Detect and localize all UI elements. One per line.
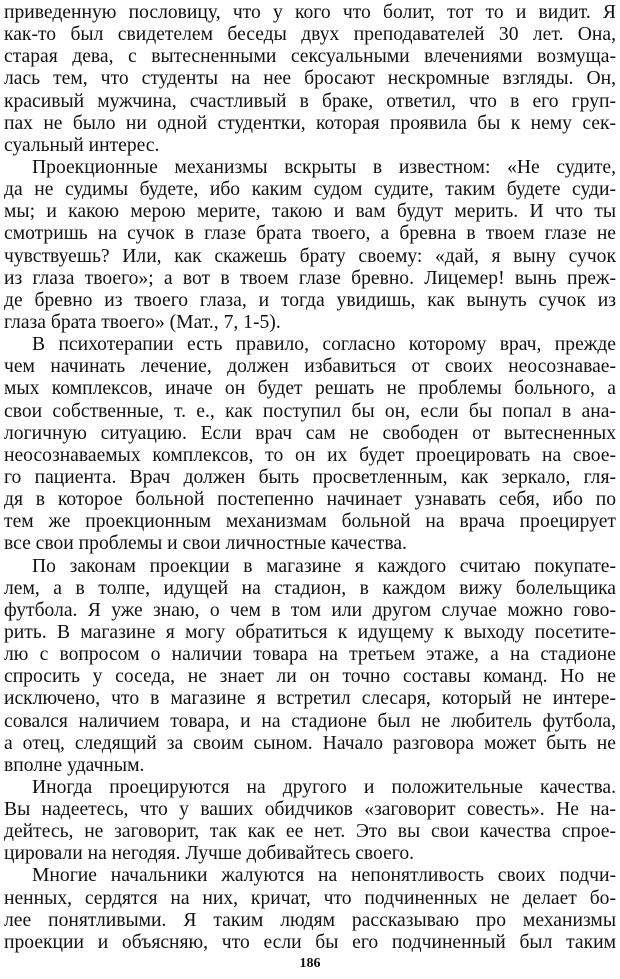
text-line: лем, а в толпе, идущей на стадион, в каждом вижу болельщика — [4, 577, 616, 599]
text-line: спросить у соседа, не знает ли он точно составы команд. Но не — [4, 666, 616, 688]
page-number: 186 — [299, 956, 321, 971]
text-line: В психотерапии есть правило, согласно которому врач, прежде — [32, 334, 616, 356]
text-line: Проекционные механизмы вскрыты в известном: «Не судите, — [32, 156, 616, 178]
text-line: проекции и объясняю, что если бы его подчиненный был таким — [4, 931, 616, 953]
text-line: логичную ситуацию. Если врач сам не свободен от вытесненных — [4, 422, 616, 444]
text-line: дейтесь, не заговорит, так как ее нет. Это вы свои качества спрое- — [4, 821, 616, 843]
text-line: дя в которое больной постепенно начинает узнавать себя, ибо по — [4, 489, 616, 511]
text-line: как-то был свидетелем беседы двух преподавателей 30 лет. Она, — [4, 24, 616, 46]
text-line: пах не было ни одной студентки, которая проявила бы к нему сек- — [4, 112, 616, 134]
text-line: да не судимы будете, ибо каким судом судите, таким будете суди- — [4, 179, 616, 201]
text-line: Иногда проецируются на другого и положительные качества. — [32, 776, 616, 798]
text-line: все свои проблемы и свои личностные качества. — [4, 533, 407, 555]
text-line: Многие начальники жалуются на непонятливость своих подчи- — [32, 865, 616, 887]
text-line: исключено, что в магазине я встретил слесаря, который не интере- — [4, 688, 616, 710]
text-line: из глаза твоего»; а вот в твоем глазе бревно. Лицемер! вынь преж- — [4, 267, 616, 289]
text-line: приведенную пословицу, что у кого что болит, тот то и видит. Я — [4, 2, 616, 23]
text-line: лю с вопросом о наличии товара на третьем этаже, а на стадионе — [4, 644, 616, 666]
text-line: чем начинать лечение, должен избавиться от своих неосознавае- — [4, 356, 616, 378]
text-line: го пациента. Врач должен быть просветленным, как зеркало, гля- — [4, 466, 616, 488]
text-line: цировали на негодяя. Лучше добивайтесь своего. — [4, 843, 415, 865]
text-line: ненных, сердятся на них, кричат, что подчиненных не делает бо- — [4, 887, 616, 909]
text-line: вполне удачным. — [4, 754, 145, 776]
text-line: Вы надеетесь, что у ваших обидчиков «заговорит совесть». Не на- — [4, 799, 616, 821]
text-line: лась тем, что студенты на нее бросают нескромные взгляды. Он, — [4, 68, 616, 90]
text-line: рить. В магазине я могу обратиться к идущему к выходу посетите- — [4, 621, 616, 643]
text-line: мы; и какою мерою мерите, такою и вам будут мерить. И что ты — [4, 201, 616, 223]
text-line: По законам проекции в магазине я каждого считаю покупате- — [32, 555, 616, 577]
text-line: свои собственные, т. е., как поступил бы он, если бы попал в ана- — [4, 400, 616, 422]
text-line: красивый мужчина, счастливый в браке, ответил, что в его груп- — [4, 90, 616, 112]
text-line: совался наличием товара, и на стадионе был не любитель футбола, — [4, 710, 616, 732]
text-line: неосознаваемых комплексов, то он их будет проецировать на свое- — [4, 444, 616, 466]
text-line: глаза брата твоего» (Мат., 7, 1-5). — [4, 311, 281, 333]
text-line: старая дева, с вытесненными сексуальными влечениями возмуща- — [4, 46, 616, 68]
text-line: суальный интерес. — [4, 134, 160, 156]
text-line: де бревно из твоего глаза, и тогда увидишь, как вынуть сучок из — [4, 289, 616, 311]
text-line: мых комплексов, иначе он будет решать не проблемы больного, а — [4, 378, 616, 400]
text-line: тем же проекционным механизмам больной на врача проецирует — [4, 511, 616, 533]
text-line: чувствуешь? Или, как скажешь брату своему: «дай, я выну сучок — [4, 245, 616, 267]
text-line: а отец, следящий за своим сыном. Начало разговора может быть не — [4, 732, 616, 754]
text-line: футбола. Я уже знаю, о чем в том или другом случае можно гово- — [4, 599, 616, 621]
body-text — [4, 2, 616, 954]
text-line: лее понятливыми. Я таким людям рассказываю про механизмы — [4, 909, 616, 931]
text-line: смотришь на сучок в глазе брата твоего, а бревна в твоем глазе не — [4, 223, 616, 245]
